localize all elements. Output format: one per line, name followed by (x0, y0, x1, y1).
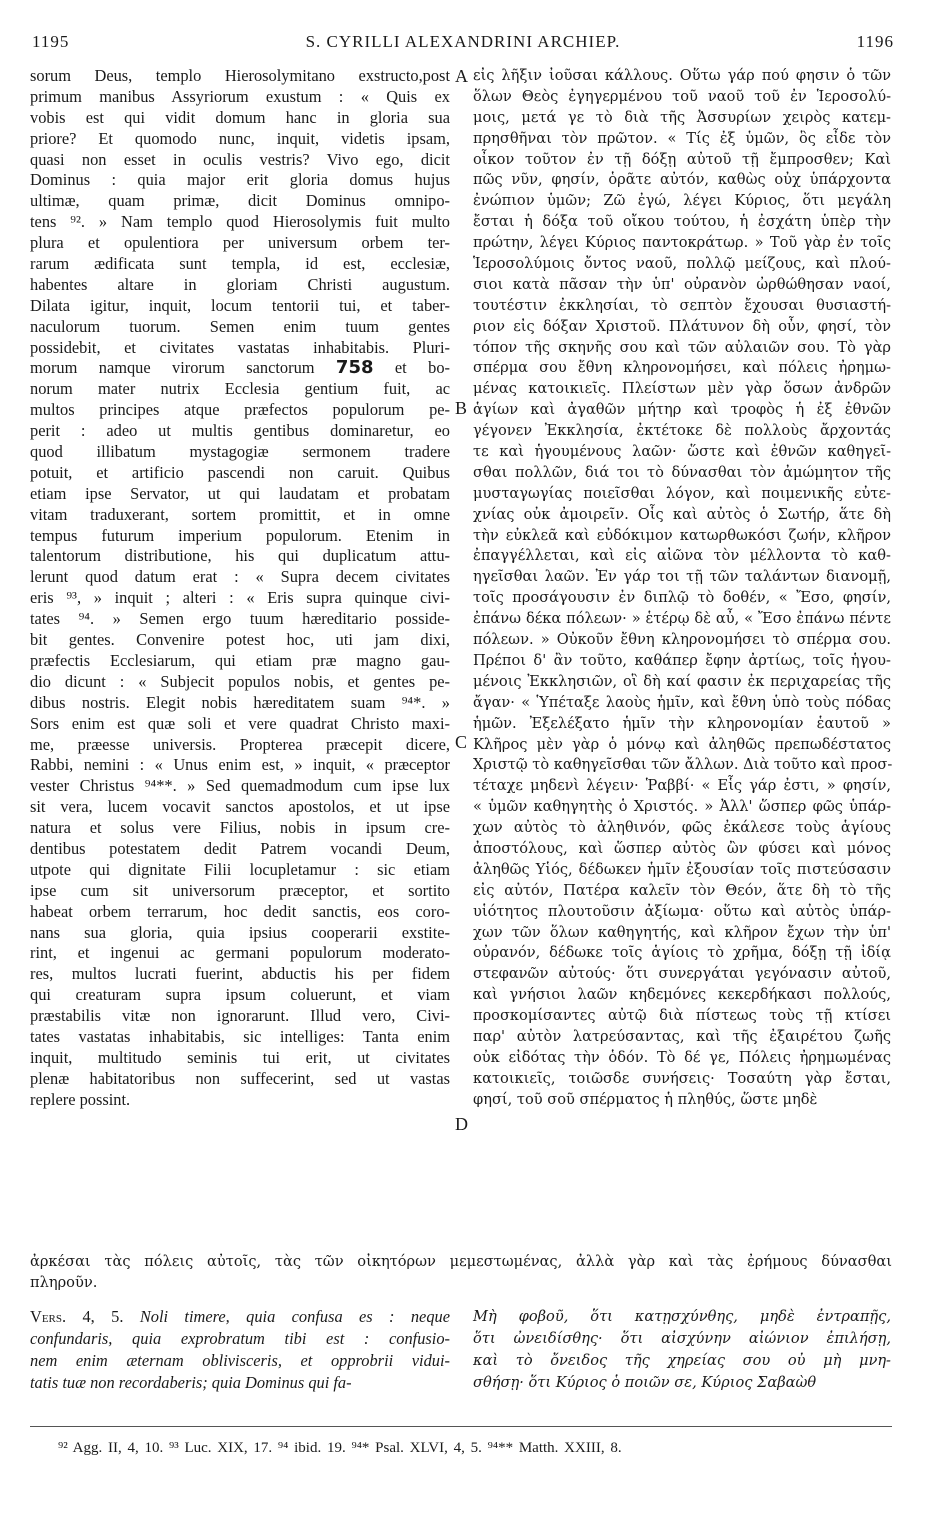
text-line: Ἱεροσολύμοις ὄντος ναοῦ, πολλῷ μείζους, καὶ πλού- (473, 255, 891, 273)
text-line: plenæ habitatoribus non suffecerint, sed ut vastas (30, 1068, 450, 1088)
text-line: utpote qui dignitate Filii locupletamur : sic etiam (30, 859, 450, 879)
text-line: quod illibatum mystagogiæ sermonem tradere (30, 442, 450, 462)
column-number: 758 (335, 357, 374, 379)
text-line: plura et opulentiora per universum orbem ter- (30, 233, 450, 253)
text-line: naculorum tuorum. Semen enim tuum gentes (30, 316, 450, 336)
text-line: priore? Et quomodo nunc, inquit, videtis ipsam, (30, 128, 450, 148)
text-line: χνίας οὐκ ἀμοιρεῖν. Οἷς καὶ αὐτὸς ὁ Σωτήρ, ἅτε δὴ (473, 505, 891, 523)
text-line: πρώτην, λέγει Κύριος παντοκράτωρ. » Τοῦ γὰρ ἐν τοῖς (473, 234, 891, 252)
running-head (32, 32, 894, 56)
text-line: tates ⁹⁴. » Semen ergo tuum hæreditario posside- (30, 609, 450, 629)
text-line: vitam traduxerant, sortem promittit, et in omne (30, 504, 450, 524)
text-line: οὐρανόν, δέδωκε τοῖς ἁγίοις τὸ χρῆμα, δόξῃ τῇ ἰδίᾳ (473, 944, 891, 962)
text-line: σπέρμα σου ἔθνη κληρονομήσει, καὶ πόλεις ἠρημω- (473, 359, 891, 377)
text-line: εἰς αὐτόν, Πατέρα καλεῖν τὸν Θεόν, ἅτε δὴ τὸ τῆς (473, 881, 891, 899)
text-line-segment: Noli timere, quia confusa es : neque (139, 1307, 450, 1326)
latin-text-column (30, 66, 450, 1111)
margin-letter-c: C (455, 732, 468, 752)
text-line: ἁγίων καὶ ἀγαθῶν μήτηρ καὶ τροφὸς ἡ ἐξ ἐθνῶν (473, 401, 891, 419)
footnote-rule (30, 1426, 892, 1427)
text-line (30, 358, 450, 379)
text-line: πόλεων. » Οὐκοῦν ἔθνη κληρονομήσει τὸ σπέρμα σου. (473, 631, 891, 649)
footnotes: ⁹² Agg. II, 4, 10. ⁹³ Luc. XIX, 17. ⁹⁴ ibid. 19. ⁹⁴* Psal. XLVI, 4, 5. ⁹⁴** Matth. XXIII, 8. (58, 1440, 622, 1456)
text-line: inquit, multitudo seminis tui erit, ut civitates (30, 1047, 450, 1067)
text-line: Sors enim est quæ soli et vere quadrat Christo maxi- (30, 713, 450, 733)
text-line: qui creaturam supra ipsum coluerunt, et viam (30, 985, 450, 1005)
text-line: nans sua gloria, quia ipsius cooperarii exstite- (30, 922, 450, 942)
full-width-text (30, 1251, 892, 1293)
text-line: tens ⁹². » Nam templo quod Hierosolymis fuit multo (30, 212, 450, 232)
text-line: præfectis Ecclesiarum, qui etiam præ magno gau- (30, 650, 450, 670)
text-line: rarum ædificata sunt templa, id est, ecclesiæ, (30, 254, 450, 274)
text-line: Μὴ φοβοῦ, ὅτι κατῃσχύνθης, μηδὲ ἐντραπῇς, (473, 1308, 891, 1325)
text-line: dio dicunt : « Subjecit populos nobis, et gentes pe- (30, 671, 450, 691)
text-line: « ὑμῶν καθηγητὴς ὁ Χριστός. » Ἀλλ' ὥσπερ φῶς ὑπάρ- (473, 798, 891, 816)
text-line-segment: et bo- (394, 358, 450, 378)
text-line: σθήσῃ· ὅτι Κύριος ὁ ποιῶν σε, Κύριος Σαβαὼθ (473, 1374, 817, 1391)
text-line: τοῖς προσάγουσιν ἐν διπλῷ τὸ δοθέν, « Ἔσο, φησίν, (473, 589, 891, 607)
text-line: tempus futurum imperium populorum. Etenim in (30, 525, 450, 545)
page-number-right: 1196 (856, 32, 894, 51)
text-line: ultimæ, quam primæ, dicit Dominus omnipo- (30, 191, 450, 211)
text-line: ἐπάνω δέκα πόλεων· » ἑτέρῳ δὲ αὖ, « Ἔσο ἐπάνω πέντε (473, 610, 891, 628)
text-line: dentibus potestatem dedit Patrem vocandi Deum, (30, 838, 450, 858)
text-line: καὶ τὸ ὄνειδος τῆς χηρείας σου οὐ μὴ μνη- (473, 1352, 891, 1369)
text-line: Rabbi, nemini : « Unus enim est, » inquit, « præceptor (30, 755, 450, 775)
text-line: habeat orbem terrarum, hoc dedit sanctis, eos coro- (30, 901, 450, 921)
verse-greek-column (473, 1306, 891, 1394)
text-line: τέταχε μηδενὶ λέγειν· Ῥαββί· « Εἷς γάρ ἐστι, » φησίν, (473, 777, 891, 795)
text-line: χων αὐτὸς τὸ ἀληθινόν, φῶς ἐκάλεσε τοὺς ἁγίους (473, 819, 891, 837)
verse-label: Vers. 4, 5. (30, 1307, 124, 1326)
text-line: potuit, et artificio pascendi non caruit. Quibus (30, 462, 450, 482)
text-line: confundaris, quia exprobratum tibi est : confusio- (30, 1329, 450, 1348)
text-line: ἀληθῶς Υἱός, δέδωκεν ἡμῖν ἐξουσίαν τοῖς πιστεύσασιν (473, 860, 891, 878)
text-line: Dilata igitur, inquit, locum tentorii tui, et taber- (30, 295, 450, 315)
text-line: vobis est qui vidit domum hanc in gloria sua (30, 107, 450, 127)
text-line: ηγεῖσθαι λαῶν. Ἐν γάρ τοι τῇ τῶν ταλάντων διανομῇ, (473, 568, 891, 586)
text-line: ἡμῶν. Ἐξελέξατο ἡμῖν τὴν κληρονομίαν ἑαυτοῦ » (473, 714, 891, 732)
text-line: εἰς λῆξιν ἰοῦσαι κάλλους. Οὕτω γάρ πού φησιν ὁ τῶν (473, 67, 891, 84)
text-line: παρ' αὐτὸν λατρεύσαντας, καὶ τῆς ἐξαιρέτου ζωῆς (473, 1027, 891, 1045)
text-line: sit vera, lucem vocavit sanctos apostolos, et ut ipse (30, 797, 450, 817)
text-line: natura et solus vere Filius, nobis in ipsum cre- (30, 818, 450, 838)
text-line: ριον εἰς δόξαν Χριστοῦ. Πλάτυνον δὴ οὖν, φησί, τὸν (473, 317, 891, 335)
text-line: πληροῦν. (30, 1274, 98, 1291)
text-line: vester Christus ⁹⁴**. » Sed quemadmodum cum ipse lux (30, 776, 450, 796)
text-line: πρησθῆναι τὸν πρῶτον. « Τίς ἐξ ὑμῶν, ὃς εἶδε τὸν (473, 129, 891, 147)
text-line: καὶ γνήσιοι λαῶν κηδεμόνες κεκερδήκασι πολλούς, (473, 986, 891, 1004)
text-line: φησί, τοῦ σοῦ σπέρματος ἡ πληθύς, ὥστε μηδὲ (473, 1090, 818, 1108)
text-line: προσκομίσαντες αὐτῷ διὰ πίστεως τοὺς τῇ κτίσει (473, 1007, 891, 1025)
text-line: χων τῶν ὅλων καθηγητής, καὶ κλῆρον ἔχων τὴν ὑπ' (473, 923, 891, 941)
text-line-segment: morum namque virorum sanctorum (30, 358, 315, 378)
text-line: στεφανῶν αὐτούς· ὅτι συνεργάται γεγόνασιν αὐτοῦ, (473, 965, 891, 983)
text-line: dibus nostris. Elegit nobis hæreditatem suam ⁹⁴*. » (30, 692, 450, 712)
verse-latin-column (30, 1306, 450, 1394)
text-line: Dominus : quia major erit gloria domus hujus (30, 170, 450, 190)
text-line: ἐπαγγέλλεται, καὶ εἰς αἰῶνα τὸν μέλλοντα τὸ καθ- (473, 547, 891, 565)
text-line: lerunt quod datum erat : « Supra decem civitates (30, 567, 450, 587)
text-line: μοις, μετά γε τὸ διὰ τῆς Ἀσσυρίων χειρὸς κατεμ- (473, 108, 891, 126)
text-line: μένοις Ἐκκλησιῶν, οἳ δὴ καί φασιν ἐκ περιχαρείας τῆς (473, 672, 891, 690)
margin-letter-a: A (455, 66, 468, 86)
text-line: ἀρκέσαι τὰς πόλεις αὐτοῖς, τὰς τῶν οἰκητόρων μεμεστωμένας, ἀλλὰ γὰρ καὶ τὰς ἐρήμους δύνασθαι (30, 1253, 892, 1270)
page-number-left: 1195 (32, 32, 70, 51)
text-line: οὐκ εἰδότας τὴν ὁδόν. Τὸ δέ γε, Πόλεις ἠρημωμένας (473, 1048, 891, 1066)
text-line: norum mater nutrix Ecclesia gentium fuit, ac (30, 379, 450, 399)
text-line: τε καὶ ἡγουμένους λαῶν· ὥστε καὶ ἐθνῶν καθηγεῖ- (473, 443, 891, 461)
text-line: quasi non esset in oculis vestris? Vivo ego, dicit (30, 149, 450, 169)
text-line: primum manibus Assyriorum exustum : « Quis ex (30, 86, 450, 106)
text-line: etiam ipse Servator, ut qui laudatam et probatam (30, 483, 450, 503)
text-line: bit gentes. Convenire potest hoc, uti jam dixi, (30, 630, 450, 650)
text-line: sorum Deus, templo Hierosolymitano exstructo,post (30, 66, 450, 85)
text-line: ὅτι ὠνειδίσθης· ὅτι αἰσχύνην αἰώνιον ἐπιλήσῃ, (473, 1330, 891, 1347)
text-line: τόπον τῆς σκηνῆς σου καὶ τῶν αὐλαιῶν σου. Τὸ γὰρ (473, 338, 891, 356)
text-line: rint, et ingenui ac germani populorum moderato- (30, 943, 450, 963)
text-line (30, 1306, 450, 1328)
text-line: ἄγαν· « Ὑπέταξε λαοὺς ἡμῖν, καὶ ἔθνη ὑπὸ τοὺς πόδας (473, 693, 891, 711)
text-line: Χριστῷ τὸ καθηγεῖσθαι τῶν ἄλλων. Διὰ τοῦτο καὶ προσ- (473, 756, 893, 774)
text-line: οἶκον τοῦτον ἐν τῇ δόξῃ αὐτοῦ τῇ ἔμπροσθεν; Καὶ (473, 150, 891, 168)
text-line: ἀποστόλους, καὶ ὥσπερ αὐτὸς ὢν φύσει καὶ μόνος (473, 839, 891, 857)
text-line: μυσταγωγίας ποιεῖσθαι λόγον, καὶ ποιμενικῆς εὐτε- (473, 484, 891, 502)
text-line: habentes altare in gloriam Christi augustum. (30, 274, 450, 294)
text-line: perit : adeo ut multis gentibus dominaretur, eo (30, 421, 450, 441)
text-line: tatis tuæ non recordaberis; quia Dominus qui fa- (30, 1373, 352, 1392)
text-line: σιοι κατὰ πᾶσαν τὴν ὑπ' οὐρανὸν ὠρθώθησαν ναοί, (473, 275, 891, 293)
text-line: Κλῆρος μὲν γὰρ ὁ μόνῳ καὶ ἀληθῶς πρεπωδέστατος (473, 735, 891, 753)
text-line: μένας κατοικιεῖς. Πλείστων μὲν γὰρ ὅσων ἀνδρῶν (473, 380, 891, 398)
running-title: S. CYRILLI ALEXANDRINI ARCHIEP. (305, 32, 621, 51)
text-line: σθαι πολλῶν, διά τοι τὸ δύνασθαι τὸν ἀμώμητον τῆς (473, 463, 891, 481)
text-line: ipse cum sit universorum præceptor, et sortito (30, 880, 450, 900)
text-line: τουτέστιν ἐκκλησίαι, τὸ σεπτὸν ἔχουσαι θυσιαστή- (473, 296, 891, 314)
text-line: ἔσται ἡ δόξα τοῦ οἴκου τούτου, ἡ ἐσχάτη ὑπὲρ τὴν (473, 213, 891, 231)
text-line: talentorum distributione, his qui duplicatum attu- (30, 546, 450, 566)
text-line: υἱότητος πλουτοῦσιν ἀξίωμα· οὕτω καὶ αὐτὸς ὑπάρ- (473, 902, 891, 920)
margin-letter-b: B (455, 398, 468, 418)
text-line: τὴν εὐκλεᾶ καὶ εὐδόκιμον κατωρθωκόσι ζωήν, κλῆρον (473, 526, 891, 544)
greek-text-column (473, 66, 891, 1111)
text-line: præstabilis vitæ non ignorarunt. Illud vero, Civi- (30, 1006, 450, 1026)
text-line: Πρέποι δ' ἂν τοῦτο, καθάπερ ἔφην ἀρτίως, τοῖς ἡγου- (473, 651, 891, 669)
text-line: γέγονεν Ἐκκλησία, ἐκτέτοκε δὲ πολλοὺς ἄρχοντάς (473, 422, 891, 440)
text-line: ὅλων Θεὸς ἐγηγερμένου τοῦ ναοῦ τοῦ ἐν Ἱεροσολύ- (473, 87, 891, 105)
text-line: replere possint. (30, 1089, 131, 1109)
margin-letter-d: D (455, 1114, 468, 1134)
text-line: πῶς νῦν, φησίν, ὁρᾶτε αὐτόν, καθὼς οὐχ ὑπάρχοντα (473, 171, 891, 189)
text-line: multos principes atque præfectos populorum pe- (30, 400, 450, 420)
text-line: me, præesse universis. Propterea præcepit dicere, (30, 734, 450, 754)
text-line: tates vastatas inhabitabis, sic intelliges: Tanta enim (30, 1026, 450, 1046)
text-line: κατοικιεῖς, τοιῶσδε συνήσεις· Τοσαύτη γὰρ ἔσται, (473, 1069, 891, 1087)
text-line: ἐνώπιον ὑμῶν; Ζῶ ἐγώ, λέγει Κύριος, ὅτι μεγάλη (473, 192, 891, 210)
text-line: possidebit, et civitates vastatas inhabitabis. Pluri- (30, 337, 450, 357)
text-line: nem enim æternam oblivisceris, et opprobrii vidui- (30, 1351, 450, 1370)
text-line: res, multos lucrati fuerint, abductis his per fidem (30, 964, 450, 984)
text-line: eris ⁹³, » inquit ; alteri : « Eris supra quinque civi- (30, 588, 450, 608)
